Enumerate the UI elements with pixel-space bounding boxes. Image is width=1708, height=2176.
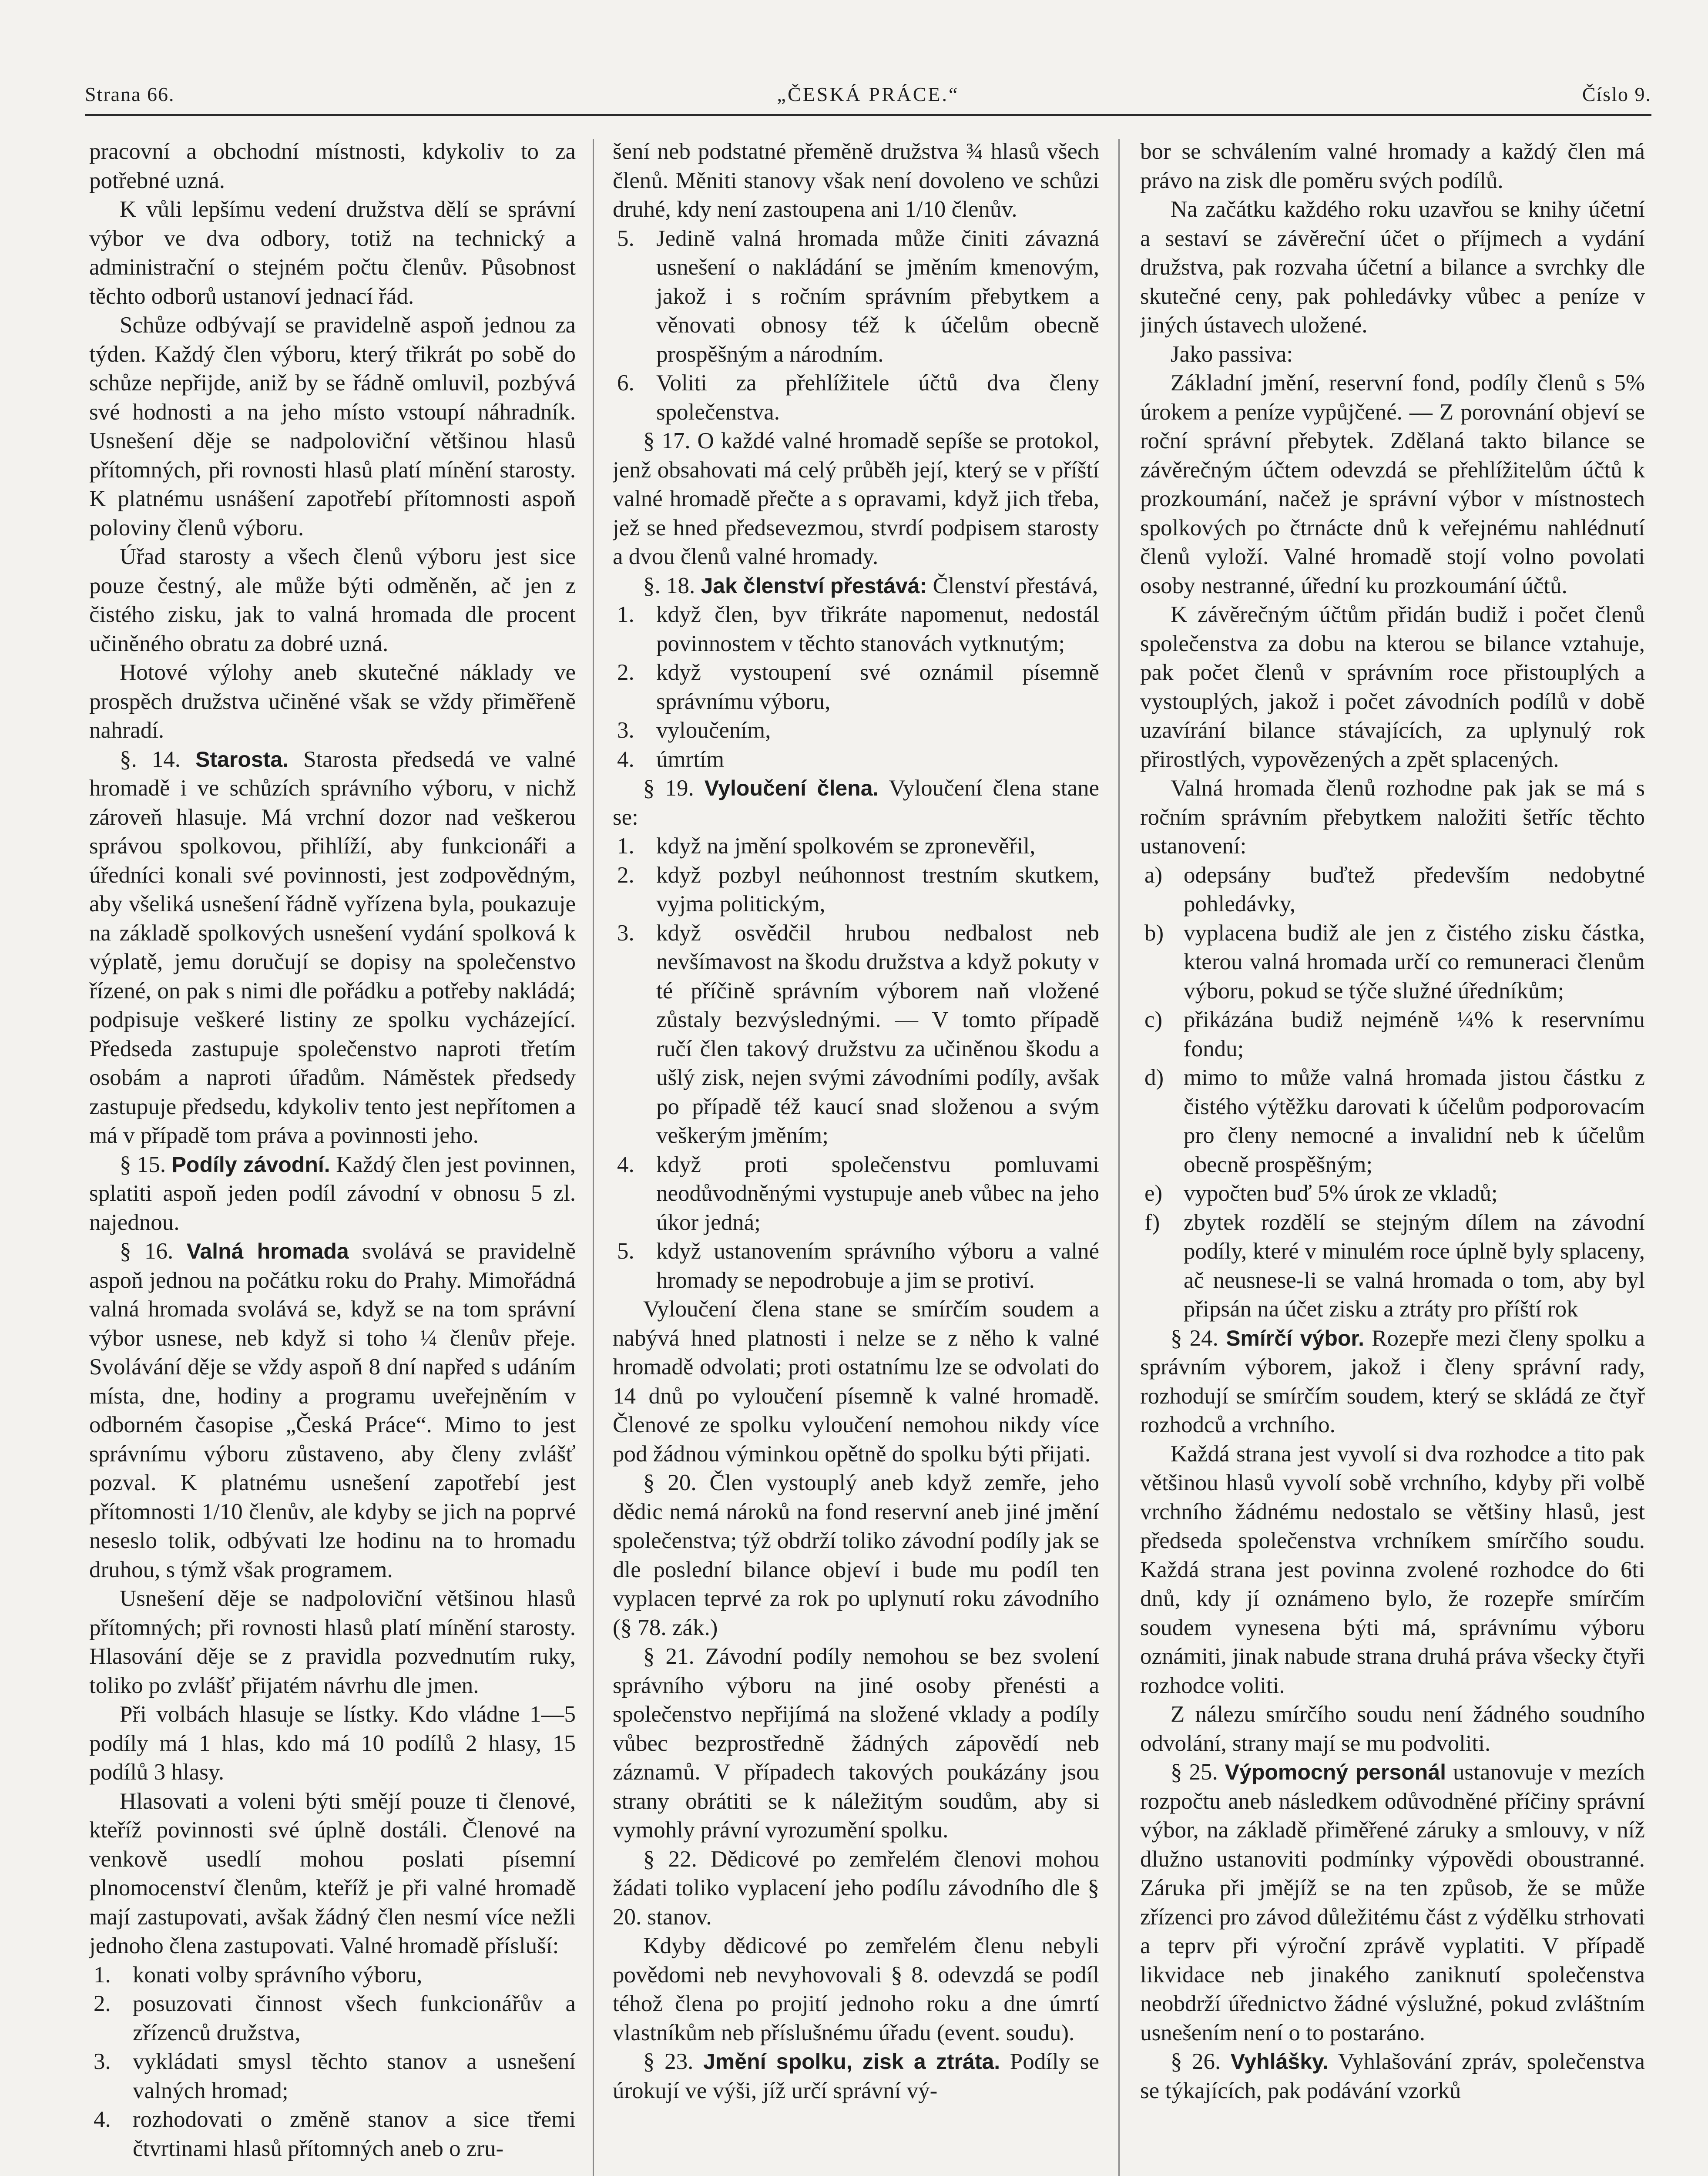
list-item — [613, 1150, 1099, 1237]
body-text: když člen, byv třikráte napomenut, nedostál povinnostem v těchto stanovách vytknutým; — [656, 602, 1099, 656]
column-divider-2 — [1118, 139, 1120, 2176]
body-text: Závodní podíly nemohou se bez svolení správního výboru na jiné osoby přenésti a společenstvo nepřijímá na složené vklady a podíly vůbec bezprostředně žádných zápovědí neb záznamů. V případech takových poukázány jsou strany obrátiti se k náležitým soudům, aby si vymohly právní vyrozumění spolku. — [613, 1644, 1099, 1843]
section-heading: Vyloučení člena. — [704, 776, 879, 800]
list-item-number: 6. — [617, 370, 634, 396]
body-text: Úřad starosty a všech členů výboru jest sice pouze čestný, ale může býti odměněn, ač jen z čistého zisku, jak to valná hromada dle procent učiněného obratu za dobré uzná. — [89, 544, 576, 656]
body-text: když vystoupení své oznámil písemně správnímu výboru, — [656, 660, 1099, 714]
body-text: O každé valné hromadě sepíše se protokol, jenž obsahovati má celý průběh její, který se v příští valné hromadě přečte a s opravami, když jich třeba, jež se hned předsevezmou, stvrdí podpisem starosty a dvou členů valné hromady. — [613, 428, 1099, 569]
list-item — [613, 369, 1099, 426]
section-paragraph — [613, 1845, 1099, 1932]
body-text: když na jmění spolkovém se zpronevěřil, — [656, 833, 1036, 859]
section-number: § 24. — [1171, 1325, 1218, 1351]
section-paragraph — [613, 1642, 1099, 1845]
column-right — [1140, 137, 1645, 2176]
list-item-number: 4. — [617, 746, 634, 772]
section-number: § 15. — [120, 1152, 166, 1177]
section-paragraph — [613, 571, 1099, 601]
issue-number: Číslo 9. — [1582, 83, 1651, 105]
list-item — [1140, 1063, 1645, 1179]
body-text: rozhodovati o změně stanov a sice třemi čtvrtinami hlasů přítomných aneb o zru- — [133, 2107, 576, 2161]
section-heading: Jak členství přestává: — [701, 573, 927, 598]
body-text: Základní jmění, reservní fond, podíly členů s 5% úrokem a peníze vypůjčené. — Z porovnání objeví se roční správní přebytek. Zdělaná takto bilance se závěrečným účtem odevzdá se přehlížitelům účtů k prozkoumání, načež je správní výbor v místnostech spolkových po čtrnácte dnů k veřejnému nahlédnutí členů vyloží. Valné hromadě stojí volno povolati osoby nestranné, úřední ku prozkoumání účtů. — [1140, 370, 1645, 598]
body-text: Při volbách hlasuje se lístky. Kdo vládne 1—5 podíly má 1 hlas, kdo má 10 podílů 2 hlasy, 15 podílů 3 hlasy. — [89, 1702, 576, 1785]
section-paragraph — [613, 774, 1099, 832]
list-item-number: 4. — [94, 2107, 111, 2132]
section-number: §. 14. — [120, 746, 181, 772]
column-middle — [613, 137, 1099, 2176]
paragraph — [613, 137, 1099, 224]
list-item — [613, 658, 1099, 716]
paragraph — [89, 311, 576, 542]
section-paragraph — [1140, 1758, 1645, 2047]
section-paragraph — [89, 745, 576, 1150]
body-text: Jako passiva: — [1171, 341, 1293, 367]
paragraph — [1140, 340, 1645, 369]
section-number: §. 18. — [643, 573, 695, 598]
list-item-number: b) — [1144, 920, 1164, 946]
list-item-number: 3. — [617, 718, 634, 743]
section-number: § 21. — [643, 1644, 695, 1669]
body-text: Jedině valná hromada může činiti závazná usnešení o nakládání se jměním kmenovým, jakož i s ročním správním přebytkem a věnovati obnosy též k účelům obecně prospěšným a národním. — [656, 225, 1099, 367]
body-text: vypočten buď 5% úrok ze vkladů; — [1184, 1181, 1498, 1206]
paragraph — [89, 195, 576, 311]
paragraph — [89, 1584, 576, 1700]
body-text: Kdyby dědicové po zemřelém členu nebyli povědomi neb nevyhovovali § 8. odevzdá se podíl téhož člena po projití jednoho roku a dne úmrtí vlastníkům neb příslušnému úřadu (event. soudu). — [613, 1933, 1099, 2045]
paragraph — [1140, 369, 1645, 600]
section-heading: Podíly závodní. — [171, 1152, 330, 1177]
list-item — [89, 2105, 576, 2163]
paragraph — [89, 1700, 576, 1787]
body-text: Člen vystouplý aneb když zemře, jeho dědic nemá nároků na fond reservní aneb jiné jmění společenstva; týž obdrží toliko závodní podíly jak se dle poslední bilance objeví i bude mu podíl ten vyplacen teprvé za rok po uplynutí roku závodního (§ 78. zák.) — [613, 1470, 1099, 1640]
body-text: Valná hromada členů rozhodne pak jak se má s ročním správním přebytkem naložiti šetříc těchto ustanovení: — [1140, 776, 1645, 859]
list-item-number: c) — [1144, 1007, 1163, 1032]
section-number: § 16. — [120, 1239, 174, 1264]
list-item-number: 3. — [94, 2049, 111, 2074]
paragraph — [1140, 1700, 1645, 1758]
body-text: mimo to může valná hromada jistou částku z čistého výtěžku darovati k účelům podporovacím pro členy nemocné a invalidní neb k účelům obecně prospěšným; — [1184, 1065, 1645, 1177]
body-text: úmrtím — [656, 746, 725, 772]
paragraph — [613, 1931, 1099, 2047]
paragraph — [1140, 774, 1645, 861]
list-item — [613, 600, 1099, 658]
section-heading: Valná hromada — [186, 1239, 349, 1263]
section-paragraph — [613, 1468, 1099, 1642]
section-number: § 19. — [643, 776, 694, 801]
paragraph — [89, 658, 576, 745]
list-item-number: e) — [1144, 1181, 1163, 1206]
body-text: Hlasovati a voleni býti smějí pouze ti členové, kteříž povinnosti své úplně dostáli. Členové na venkově usedlí mohou poslati písemní plnomocenství členům, kteříž je při valné hromadě mají zastupovati, avšak žádný člen nesmí více nežli jednoho člena zastupovati. Valné hromadě přísluší: — [89, 1788, 576, 1958]
section-heading: Výpomocný personál — [1225, 1760, 1446, 1784]
list-item-number: 2. — [617, 660, 634, 685]
section-heading: Jmění spolku, zisk a ztráta. — [703, 2049, 1000, 2074]
list-item — [1140, 1005, 1645, 1063]
list-item-number: d) — [1144, 1065, 1164, 1090]
body-text: přikázána budiž nejméně ¼% k reservnímu fondu; — [1184, 1007, 1645, 1061]
body-text: Na začátku každého roku uzavřou se knihy účetní a sestaví se závěreční účet o příjmech a vydání družstva, pak rozvaha účetní a bilance a svrchky dle skutečné ceny, pak pohledávky vůbec a peníze v jiných ústavech uložené. — [1140, 197, 1645, 338]
body-text: Členství přestává, — [933, 573, 1098, 598]
body-text: Voliti za přehlížitele účtů dva členy společenstva. — [656, 370, 1099, 425]
list-item — [89, 1989, 576, 2047]
paragraph — [613, 1295, 1099, 1468]
list-item — [613, 1237, 1099, 1295]
body-text: Rozepře mezi členy spolku a správním výborem, jakož i členy správní rady, rozhodují se smírčím soudem, který se skládá ze čtyř rozhodců a vrchního. — [1140, 1325, 1645, 1437]
section-paragraph — [1140, 2047, 1645, 2105]
list-item — [89, 2047, 576, 2105]
list-item — [1140, 1179, 1645, 1208]
section-paragraph — [1140, 1324, 1645, 1440]
body-text: když ustanovením správního výboru a valné hromady se nepodrobuje a jim se protiví. — [656, 1239, 1099, 1293]
list-item-number: 1. — [94, 1962, 111, 1988]
paragraph — [1140, 1440, 1645, 1700]
list-item-number: 2. — [617, 862, 634, 888]
list-item — [613, 861, 1099, 919]
body-text: Hotové výlohy aneb skutečné náklady ve prospěch družstva učiněné však se vždy přiměřeně nahradí. — [89, 660, 576, 743]
header-rule — [85, 114, 1651, 116]
body-text: Vyloučení člena stane se: — [613, 776, 1099, 830]
body-text: když proti společenstvu pomluvami neodůvodněnými vystupuje aneb vůbec na jeho úkor jedná; — [656, 1152, 1099, 1235]
body-text: K závěrečným účtům přidán budiž i počet členů společenstva za dobu na kterou se bilance vztahuje, pak počet členů v správním roce přistouplých a vystouplých, jakož i počet závodních podílů v době uzavírání bilance stávajících, za uplynulý rok přirostlých, vypovězených a zpět splacených. — [1140, 602, 1645, 772]
body-text: když pozbyl neúhonnost trestním skutkem, vyjma politickým, — [656, 862, 1099, 917]
section-number: § 20. — [643, 1470, 697, 1495]
paragraph — [89, 1787, 576, 1961]
body-text: vyloučením, — [656, 718, 771, 743]
list-item — [613, 224, 1099, 369]
section-paragraph — [613, 2047, 1099, 2105]
body-text: odepsány buďtež především nedobytné pohledávky, — [1184, 862, 1645, 917]
section-heading: Starosta. — [195, 747, 289, 772]
body-text: šení neb podstatné přeměně družstva ¾ hlasů všech členů. Měniti stanovy však není dovoleno ve schůzi druhé, kdy není zastoupena ani 1/10 členův. — [613, 139, 1099, 222]
body-text: vykládati smysl těchto stanov a usnešení valných hromad; — [133, 2049, 576, 2103]
section-paragraph — [613, 426, 1099, 571]
section-paragraph — [89, 1237, 576, 1584]
body-text: Každý člen jest povinnen, splatiti aspoň jeden podíl závodní v obnosu 5 zl. najednou. — [89, 1152, 576, 1235]
body-text: zbytek rozdělí se stejným dílem na závodní podíly, které v minulém roce úplně byly splaceny, ač neusnese-li se valná hromada o tom, aby byl připsán na účet zisku a ztráty pro příští rok — [1184, 1209, 1645, 1322]
list-item — [613, 716, 1099, 745]
list-item-number: 3. — [617, 920, 634, 946]
body-text: Usnešení děje se nadpoloviční většinou hlasů přítomných; při rovnosti hlasů platí mínění starosty. Hlasování děje se z pravidla pozvednutím ruky, toliko po zvlášť přijatém návrhu dle jmen. — [89, 1586, 576, 1698]
section-number: § 26. — [1171, 2049, 1221, 2074]
list-item-number: 1. — [617, 833, 634, 859]
list-item — [613, 832, 1099, 861]
list-item — [1140, 1208, 1645, 1324]
body-text: K vůli lepšímu vedení družstva dělí se správní výbor ve dva odbory, totiž na technický a administrační o stejném počtu členův. Působnost těchto odborů ustanoví jednací řád. — [89, 197, 576, 309]
body-text: Starosta předsedá ve valné hromadě i ve schůzích správního výboru, v nichž zároveň hlasuje. Má vrchní dozor nad veškerou správou spolkovou, přihlíží, aby funkcionáři a úředníci konali své povinnosti, jest zodpovědným, aby všeliká usnešení řádně vyřízena byla, poukazuje na základě spolkových usnešení vydání spolková k výplatě, jemu doručují se dopisy na společenstvo řízené, on pak s nimi dle pořádku a potřeby nakládá; podpisuje veškeré listiny ze spolku vycházející. Předseda zastupuje společenstvo naproti třetím osobám a naproti úřadům. Náměstek předsedy zastupuje předsedu, kdykoliv tento jest nepřítomen a má v případě tom práva a povinnosti jeho. — [89, 746, 576, 1148]
body-text: bor se schválením valné hromady a každý člen má právo na zisk dle poměru svých podílů. — [1140, 139, 1645, 193]
body-text: konati volby správního výboru, — [133, 1962, 423, 1988]
body-text: ustanovuje v mezích rozpočtu aneb následkem odůvodněné příčiny správní výbor, na základě přiměřené záruky a smlouvy, v níž dlužno ustanoviti podmínky výpovědi oboustranné. Záruka při jmějíž se na ten způsob, že se může zřízenci pro závod důležitému část z výdělku strhovati a teprv při výroční zprávě vyplatiti. V případě likvidace neb jinakého zaniknutí společenstva neobdrží úřednictvo žádné výslužné, pokud zvláštním usnešením není o to postaráno. — [1140, 1760, 1645, 2045]
body-text: vyplacena budiž ale jen z čistého zisku částka, kterou valná hromada určí co remuneraci členům výboru, pokud se týče služné úředníkům; — [1184, 920, 1645, 1004]
body-text: Vyloučení člena stane se smírčím soudem a nabývá hned platnosti i nelze se z něho k valné hromadě odvolati; proti ostatnímu lze se odvolati do 14 dnů po vyloučení písemně k valné hromadě. Členové ze spolku vyloučení nemohou nikdy více pod žádnou výminkou opětně do spolku býti přijati. — [613, 1296, 1099, 1467]
list-item-number: a) — [1144, 862, 1163, 888]
paragraph — [1140, 600, 1645, 774]
list-item — [1140, 919, 1645, 1006]
body-text: když osvědčil hrubou nedbalost neb nevšímavost na škodu družstva a když pokuty v té příčině správním výborem naň vložené zůstaly bezvýslednými. — V tomto případě ručí člen takový družstvu za učiněnou škodu a ušlý zisk, nejen svými závodními podíly, avšak po případě též kaucí snad složenou a svým veškerým jměním; — [656, 920, 1099, 1148]
section-heading: Smírčí výbor. — [1226, 1326, 1365, 1350]
section-number: § 17. — [643, 428, 691, 453]
journal-title: „ČESKÁ PRÁCE.“ — [777, 83, 960, 105]
section-paragraph — [89, 1150, 576, 1237]
list-item — [89, 1961, 576, 1990]
body-text: Podíly se úrokují ve výši, jíž určí správní vý- — [613, 2049, 1099, 2103]
body-text: Vyhlašování zpráv, společenstva se týkajících, pak podávání vzorků — [1140, 2049, 1645, 2103]
section-number: § 23. — [643, 2049, 694, 2074]
list-item-number: 2. — [94, 1991, 111, 2016]
page-header — [85, 83, 1651, 118]
list-item-number: 5. — [617, 225, 634, 251]
column-divider-1 — [593, 139, 594, 2176]
body-text: Z nálezu smírčího soudu není žádného soudního odvolání, strany mají se mu podvoliti. — [1140, 1702, 1645, 1756]
body-text: posuzovati činnost všech funkcionářův a zřízenců družstva, — [133, 1991, 576, 2045]
body-text: svolává se pravidelně aspoň jednou na počátku roku do Prahy. Mimořádná valná hromada svolává se, když se na tom správní výbor usnese, neb když si toho ¼ členův přeje. Svolávání děje se vždy aspoň 8 dní napřed s udáním místa, dne, hodiny a programu uveřejněním v odborném časopise „Česká Práce“. Mimo to jest správnímu výboru zůstaveno, aby členy zvlášť pozval. K platnému usnešení zapotřebí jest přítomnosti 1/10 členův, ale kdyby se jich na poprvé neseslo tolik, odbývati lze hodinu na to hromadu druhou, s týmž však programem. — [89, 1239, 576, 1582]
paragraph — [89, 542, 576, 658]
list-item-number: f) — [1144, 1209, 1160, 1235]
page-number: Strana 66. — [85, 83, 175, 105]
body-text: pracovní a obchodní místnosti, kdykoliv to za potřebné uzná. — [89, 139, 576, 193]
paragraph — [1140, 137, 1645, 195]
list-item-number: 4. — [617, 1152, 634, 1177]
list-item — [1140, 861, 1645, 919]
paragraph — [89, 137, 576, 195]
list-item — [613, 919, 1099, 1150]
paragraph — [1140, 195, 1645, 340]
section-heading: Vyhlášky. — [1230, 2049, 1329, 2074]
section-number: § 25. — [1171, 1760, 1218, 1785]
list-item — [613, 745, 1099, 774]
column-left — [89, 137, 576, 2176]
list-item-number: 5. — [617, 1239, 634, 1264]
list-item-number: 1. — [617, 602, 634, 627]
body-text: Schůze odbývají se pravidelně aspoň jednou za týden. Každý člen výboru, který třikrát po sobě do schůze nepřijde, aniž by se řádně omluvil, pozbývá své hodnosti a na jeho místo vstoupí náhradník. Usnešení děje se nadpoloviční většinou hlasů přítomných, při rovnosti hlasů platí mínění starosty. K platnému usnášení zapotřebí přítomnosti aspoň poloviny členů výboru. — [89, 312, 576, 541]
body-text: Dědicové po zemřelém členovi mohou žádati toliko vyplacení jeho podílu závodního dle § 20. stanov. — [613, 1846, 1099, 1930]
section-number: § 22. — [643, 1846, 697, 1872]
body-text: Každá strana jest vyvolí si dva rozhodce a tito pak většinou hlasů vyvolí sobě vrchního, kdyby při volbě vrchního žádnému nedostalo se většiny hlasů, jest předseda společenstva vrchníkem smírčího soudu. Každá strana jest povinna zvolené rozhodce do 6ti dnů, kdy jí oznámeno bylo, že rozepře smírčím soudem vynesena býti má, správnímu výboru oznámiti, jinak nabude strana druhá práva všecky čtyři rozhodce voliti. — [1140, 1441, 1645, 1698]
